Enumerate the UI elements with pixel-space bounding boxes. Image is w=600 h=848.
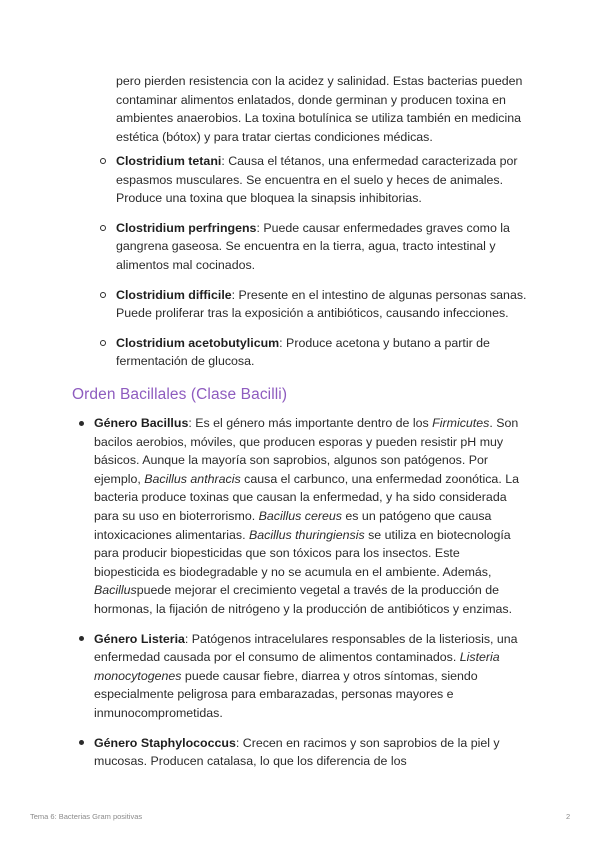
footer-document-title: Tema 6: Bacterias Gram positivas [30,812,143,821]
text-run: es un patógeno que causa intoxicaciones alimentarias. [94,508,492,542]
species-name: Clostridium perfringens [116,220,257,235]
genus-name: Género Staphylococcus [94,735,236,750]
italic-term: Bacillus anthracis [144,471,241,486]
bullet-icon [79,636,84,641]
text-run: : Patógenos intracelulares responsables de la listeriosis, una enfermedad causada por el consumo de alimentos contaminados. [94,631,518,665]
bullet-icon [79,421,84,426]
species-description: : Causa el tétanos, una enfermedad caracterizada por espasmos musculares. Se encuentra en el suelo y heces de animales. Produce una toxina que bloquea la sinapsis inhibitorias. [116,154,518,206]
text-run: : Es el género más importante dentro de los [188,416,433,430]
genus-name: Género Listeria [94,631,185,646]
text-run: se utiliza en biotecnología para producir biopesticidas que son tóxicos para los insectos. Este biopesticida es biodegradable y no se acumula en el ambiente. Además, [94,527,511,579]
italic-term: Bacillus cereus [258,508,342,523]
list-item-genero-staphylococcus [72,734,528,771]
italic-term: Bacillus thuringiensis [248,527,365,542]
intro-paragraph: pero pierden resistencia con la acidez y salinidad. Estas bacterias pueden contaminar alimentos enlatados, donde germinan y producen toxina en ambientes anaerobios. La toxina botulínica se utiliza también en medicina estética (bótox) y para tratar ciertas condiciones médicas. [116,74,523,144]
text-run: : Crecen en racimos y son saprobios de la piel y mucosas. Producen catalasa, lo que los diferencia de los [94,735,500,769]
italic-term: Bacillus [94,583,137,598]
text-run: causa el carbunco, una enfermedad zoonótica. La bacteria produce toxinas que causan la enfermedad, y ha sido considerada para su uso en bioterrorismo. [94,471,519,523]
species-description: : Puede causar enfermedades graves como la gangrena gaseosa. Se encuentra en la tierra, agua, tracto intestinal y alimentos mal cocinados. [116,220,510,272]
list-item-clostridium-difficile [96,286,528,323]
hollow-bullet-icon [100,340,106,346]
bullet-icon [79,740,84,745]
hollow-bullet-icon [100,158,106,164]
list-item-clostridium-acetobutylicum [96,334,528,371]
genus-list [72,414,528,782]
clostridium-species-list [96,152,528,382]
genus-name: Género Bacillus [94,416,189,430]
section-heading: Orden Bacillales (Clase Bacilli) [72,386,288,403]
species-name: Clostridium difficile [116,287,232,302]
hollow-bullet-icon [100,225,106,231]
footer-page-number: 2 [566,812,571,821]
italic-term: Firmicutes [432,416,490,430]
italic-term: Listeria monocytogenes [94,650,500,683]
species-name: Clostridium tetani [116,154,222,168]
list-item-genero-listeria [72,630,528,723]
list-item-clostridium-tetani [96,152,528,208]
list-item-genero-bacillus [72,414,528,619]
text-run: . Son bacilos aerobios, móviles, que producen esporas y pueden resistir pH muy básicos. Aunque la mayoría son saprobios, algunos son patógenos. Por ejemplo, [94,416,519,486]
species-name: Clostridium acetobutylicum [116,335,280,350]
hollow-bullet-icon [100,292,106,298]
species-description: : Produce acetona y butano a partir de fermentación de glucosa. [116,335,490,369]
text-run: puede mejorar el crecimiento vegetal a través de la producción de hormonas, la fijación de nitrógeno y la producción de antibióticos y enzimas. [94,583,513,616]
species-description: : Presente en el intestino de algunas personas sanas. Puede proliferar tras la exposición a antibióticos, causando infecciones. [116,287,527,321]
text-run: puede causar fiebre, diarrea y otros síntomas, siendo especialmente peligrosa para embarazadas, personas mayores e inmunocomprometidas. [94,668,478,720]
list-item-clostridium-perfringens [96,219,528,275]
